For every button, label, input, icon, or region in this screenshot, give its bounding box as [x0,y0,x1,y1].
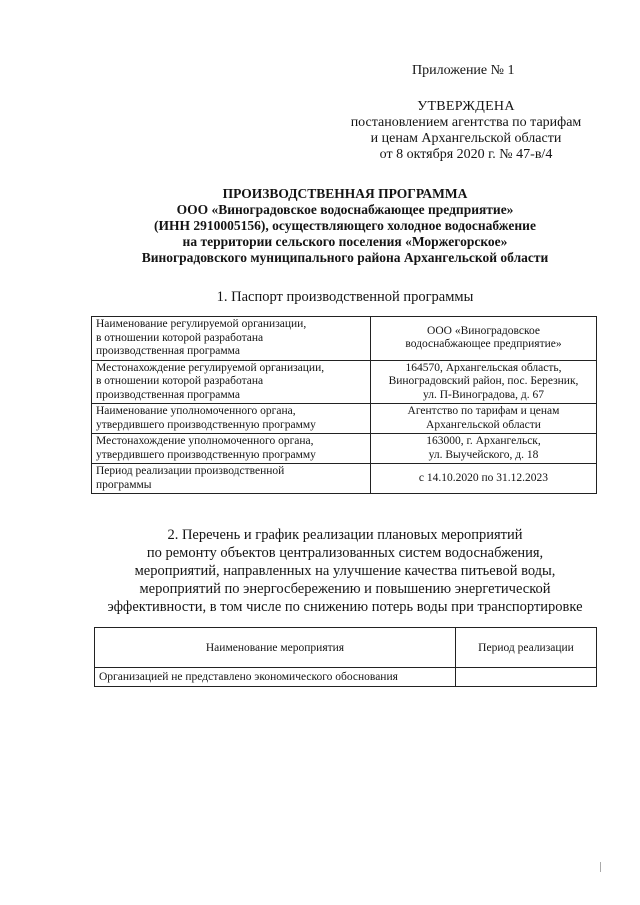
passport-value: с 14.10.2020 по 31.12.2023 [371,464,597,494]
column-header-name: Наименование мероприятия [95,628,456,668]
table-row [92,317,597,361]
section2-heading-line: 2. Перечень и график реализации плановых мероприятий [167,527,523,543]
section2-heading [80,526,610,616]
title-line: (ИНН 2910005156), осуществляющего холодное водоснабжение [154,218,536,233]
section2-heading-line: по ремонту объектов централизованных систем водоснабжения, [146,545,544,561]
title-line: ПРОИЗВОДСТВЕННАЯ ПРОГРАММА [222,186,468,201]
scan-mark [600,862,606,872]
title-line: на территории сельского поселения «Моржегорское» [182,234,508,249]
document-title [80,186,610,266]
passport-value: Агентство по тарифам и ценам Архангельской области [371,404,597,434]
passport-label: Местонахождение уполномоченного органа, утвердившего производственную программу [92,434,371,464]
passport-label: Период реализации производственной программы [92,464,371,494]
section2-heading-line: эффективности, в том числе по снижению потерь воды при транспортировке [107,599,583,615]
title-line: ООО «Виноградовское водоснабжающее предприятие» [176,202,514,217]
event-name-cell: Организацией не представлено экономического обоснования [95,668,456,687]
approval-block [340,99,592,163]
passport-label: Наименование уполномоченного органа, утвердившего производственную программу [92,404,371,434]
approved-line: от 8 октября 2020 г. № 47-в/4 [379,147,553,162]
appendix-number: Приложение № 1 [412,63,515,78]
section1-heading: 1. Паспорт производственной программы [216,289,474,305]
table-header-row [95,628,597,668]
section2-heading-line: мероприятий, направленных на улучшение качества питьевой воды, [134,563,556,579]
table-row [92,434,597,464]
table-row [92,464,597,494]
passport-table [91,316,597,494]
column-header-period: Период реализации [456,628,597,668]
passport-value: 163000, г. Архангельск, ул. Выучейского, д. 18 [371,434,597,464]
approved-line: постановлением агентства по тарифам [350,115,582,130]
table-row [92,360,597,404]
passport-value: 164570, Архангельская область, Виноградовский район, пос. Березник, ул. П-Виноградова, д. 67 [371,360,597,404]
passport-label: Местонахождение регулируемой организации, в отношении которой разработана производственная программа [92,360,371,404]
section2-heading-line: мероприятий по энергосбережению и повышению энергетической [139,581,551,597]
passport-label: Наименование регулируемой организации, в отношении которой разработана производственная программа [92,317,371,361]
approved-word: УТВЕРЖДЕНА [417,99,515,114]
approved-line: и ценам Архангельской области [370,131,562,146]
title-line: Виноградовского муниципального района Архангельской области [141,250,549,265]
event-period-cell [456,668,597,687]
passport-value: ООО «Виноградовское водоснабжающее предприятие» [371,317,597,361]
events-table [94,627,597,687]
table-row [92,404,597,434]
table-row [95,668,597,687]
